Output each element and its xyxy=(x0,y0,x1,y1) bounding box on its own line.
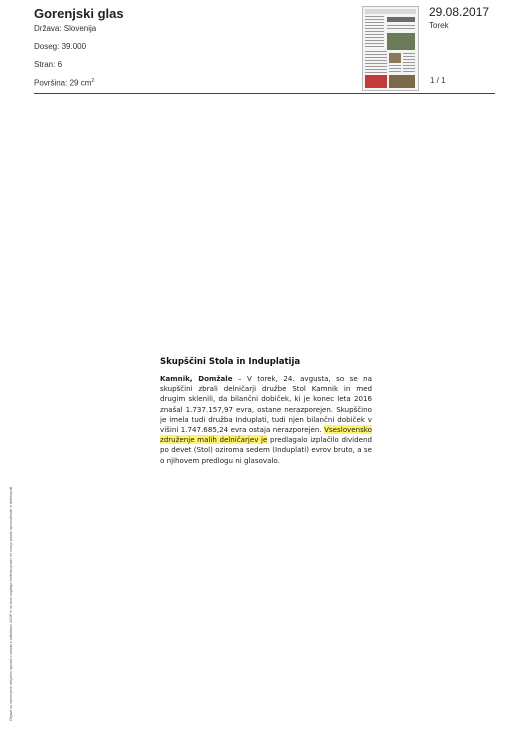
area-value: Površina: 29 cm xyxy=(34,78,92,88)
article-text: – V torek, 24. avgusta, so se na skupščini zbrali delničarji družbe Stol Kamnik in med drugim sklenili, da bilančni dobiček, ki je konec leta 2016 znašal 1.737.157,97 evra, ostane nerazporejen. Skupščino je imela tudi družba Induplati, tudi njen bilančni dobiček v višini 1.747.685,24 evra ostaja nerazporejen. xyxy=(160,374,372,435)
copyright-notice: Objave so namenjene izključno uporabi v skladu z odločbami ZASP in se brez soglasja imetnika pravic ne smejo prosto razmnoževati in distribuirati xyxy=(9,486,13,721)
page-field: Stran: 6 xyxy=(34,60,63,69)
country-field: Država: Slovenija xyxy=(34,24,97,33)
reach-field: Doseg: 39.000 xyxy=(34,42,87,51)
thumb-photo xyxy=(389,75,415,88)
publication-name: Gorenjski glas xyxy=(34,6,124,21)
thumb-column xyxy=(365,51,387,73)
clipping-header xyxy=(0,0,530,96)
page-thumbnail xyxy=(362,6,419,91)
header-rule xyxy=(34,93,495,94)
thumb-column xyxy=(365,16,384,48)
thumb-photo xyxy=(387,33,415,50)
article-highlight: Vseslovensko združenje malih delničarjev je xyxy=(160,425,372,445)
thumb-column xyxy=(387,25,415,31)
article-text-end: predlagalo izplačilo dividend po devet (Stol) oziroma sedem (Induplati) evrov bruto, a se o njihovem predlogu ni glasovalo. xyxy=(160,435,372,465)
thumb-headline xyxy=(387,17,415,22)
article-body xyxy=(160,374,372,466)
issue-date: 29.08.2017 xyxy=(429,5,490,19)
thumb-column xyxy=(389,65,401,73)
area-unit-exponent: 2 xyxy=(91,78,95,84)
article xyxy=(160,357,372,466)
thumb-photo xyxy=(389,53,401,63)
article-title: Skupščini Stola in Induplatija xyxy=(160,357,301,367)
issue-weekday: Torek xyxy=(429,21,449,30)
area-field xyxy=(34,78,94,88)
thumb-column xyxy=(403,53,415,73)
thumb-ad xyxy=(365,75,387,88)
article-lead: Kamnik, Domžale xyxy=(160,374,233,383)
thumb-masthead xyxy=(365,9,416,14)
page-count: 1 / 1 xyxy=(430,76,446,85)
